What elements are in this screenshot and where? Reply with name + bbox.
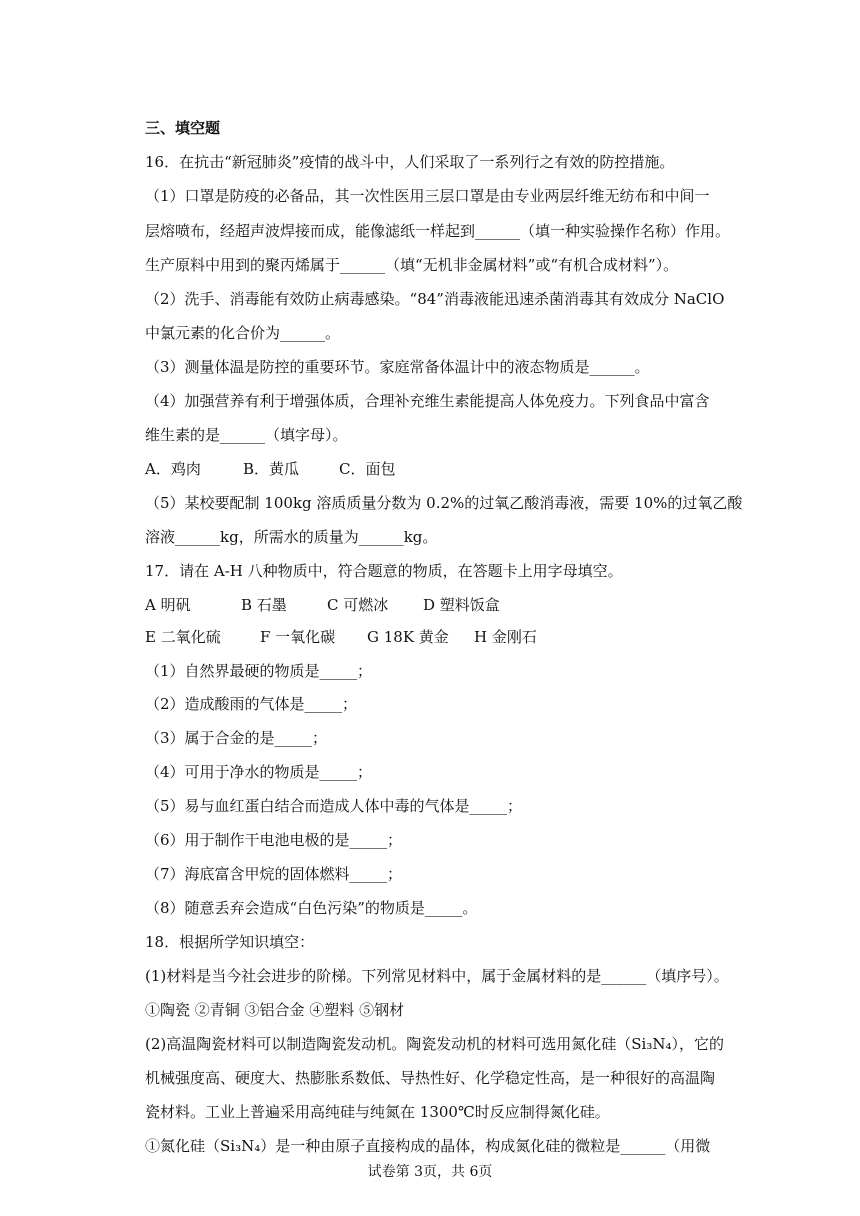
q18-p1: (1)材料是当今社会进步的阶梯。下列常见材料中，属于金属材料的是______（填序号）。: [145, 967, 729, 985]
q17-choices-row1: [145, 595, 500, 615]
page-footer: 试卷第 3页，共 6页: [367, 1164, 493, 1180]
q17-item-3: （3）属于合金的是_____；: [145, 729, 328, 747]
q16-option-b: B．黄瓜: [243, 460, 300, 478]
q16-p4-line1: （4）加强营养有利于增强体质，合理补充维生素能提高人体免疫力。下列食品中富含: [145, 392, 710, 410]
q16-p4-line2: 维生素的是______（填字母）。: [145, 426, 348, 444]
q16-p5-line2: 溶液______kg，所需水的质量为______kg。: [145, 528, 438, 546]
q17-choice-a: A 明矾: [145, 596, 191, 614]
q17-choice-b: B 石墨: [241, 596, 287, 614]
q17-item-6: （6）用于制作干电池电极的是_____；: [145, 831, 403, 849]
q17-item-1: （1）自然界最硬的物质是_____；: [145, 662, 373, 680]
q16-p3: （3）测量体温是防控的重要环节。家庭常备体温计中的液态物质是______。: [145, 358, 650, 376]
q18-stem: 18．根据所学知识填空：: [145, 933, 315, 951]
q16-p5-line1: （5）某校要配制 100kg 溶质质量分数为 0.2%的过氧乙酸消毒液，需要 10%的过氧乙酸: [145, 494, 743, 512]
q17-choice-g: G 18K 黄金: [367, 628, 449, 646]
q17-item-4: （4）可用于净水的物质是_____；: [145, 763, 373, 781]
q18-p1-options: ①陶瓷 ②青铜 ③铝合金 ④塑料 ⑤钢材: [145, 1001, 405, 1019]
q16-options: [145, 459, 395, 479]
q17-choice-h: H 金刚石: [474, 628, 537, 646]
q17-item-7: （7）海底富含甲烷的固体燃料_____；: [145, 865, 403, 883]
q16-p1-line1: （1）口罩是防疫的必备品，其一次性医用三层口罩是由专业两层纤维无纺布和中间一: [145, 187, 710, 205]
q18-p2-line3: 瓷材料。工业上普遍采用高纯硅与纯氮在 1300℃时反应制得氮化硅。: [145, 1103, 610, 1121]
q17-choice-f: F 一氧化碳: [260, 628, 336, 646]
q17-item-5: （5）易与血红蛋白结合而造成人体中毒的气体是_____；: [145, 797, 523, 815]
q17-stem: 17．请在 A-H 八种物质中，符合题意的物质，在答题卡上用字母填空。: [145, 562, 623, 580]
q17-choice-e: E 二氧化硫: [145, 628, 221, 646]
q18-p2-line2: 机械强度高、硬度大、热膨胀系数低、导热性好、化学稳定性高，是一种很好的高温陶: [145, 1069, 716, 1087]
q16-p2-line2: 中氯元素的化合价为______。: [145, 324, 341, 342]
q16-stem: 16．在抗击“新冠肺炎”疫情的战斗中，人们采取了一系列行之有效的防控措施。: [145, 153, 675, 171]
q18-p2-line1: (2)高温陶瓷材料可以制造陶瓷发动机。陶瓷发动机的材料可选用氮化硅（Si₃N₄），它的: [145, 1035, 724, 1053]
q17-item-2: （2）造成酸雨的气体是_____；: [145, 695, 358, 713]
q16-p1-line3: 生产原料中用到的聚丙烯属于______（填“无机非金属材料”或“有机合成材料”）。: [145, 256, 679, 274]
q16-option-c: C．面包: [339, 460, 396, 478]
q16-p1-line2: 层熔喷布，经超声波焊接而成，能像滤纸一样起到______（填一种实验操作名称）作用。: [145, 222, 731, 240]
q17-item-8: （8）随意丢弃会造成“白色污染”的物质是_____。: [145, 899, 478, 917]
section-title: 三、填空题: [145, 119, 221, 137]
q17-choice-d: D 塑料饭盒: [423, 596, 500, 614]
q17-choices-row2: [145, 627, 537, 647]
q18-p2-line4: ①氮化硅（Si₃N₄）是一种由原子直接构成的晶体，构成氮化硅的微粒是______（用微: [145, 1137, 711, 1155]
q17-choice-c: C 可燃冰: [327, 596, 389, 614]
q16-option-a: A．鸡肉: [145, 460, 201, 478]
q16-p2-line1: （2）洗手、消毒能有效防止病毒感染。“84”消毒液能迅速杀菌消毒其有效成分 NaClO: [145, 290, 725, 308]
